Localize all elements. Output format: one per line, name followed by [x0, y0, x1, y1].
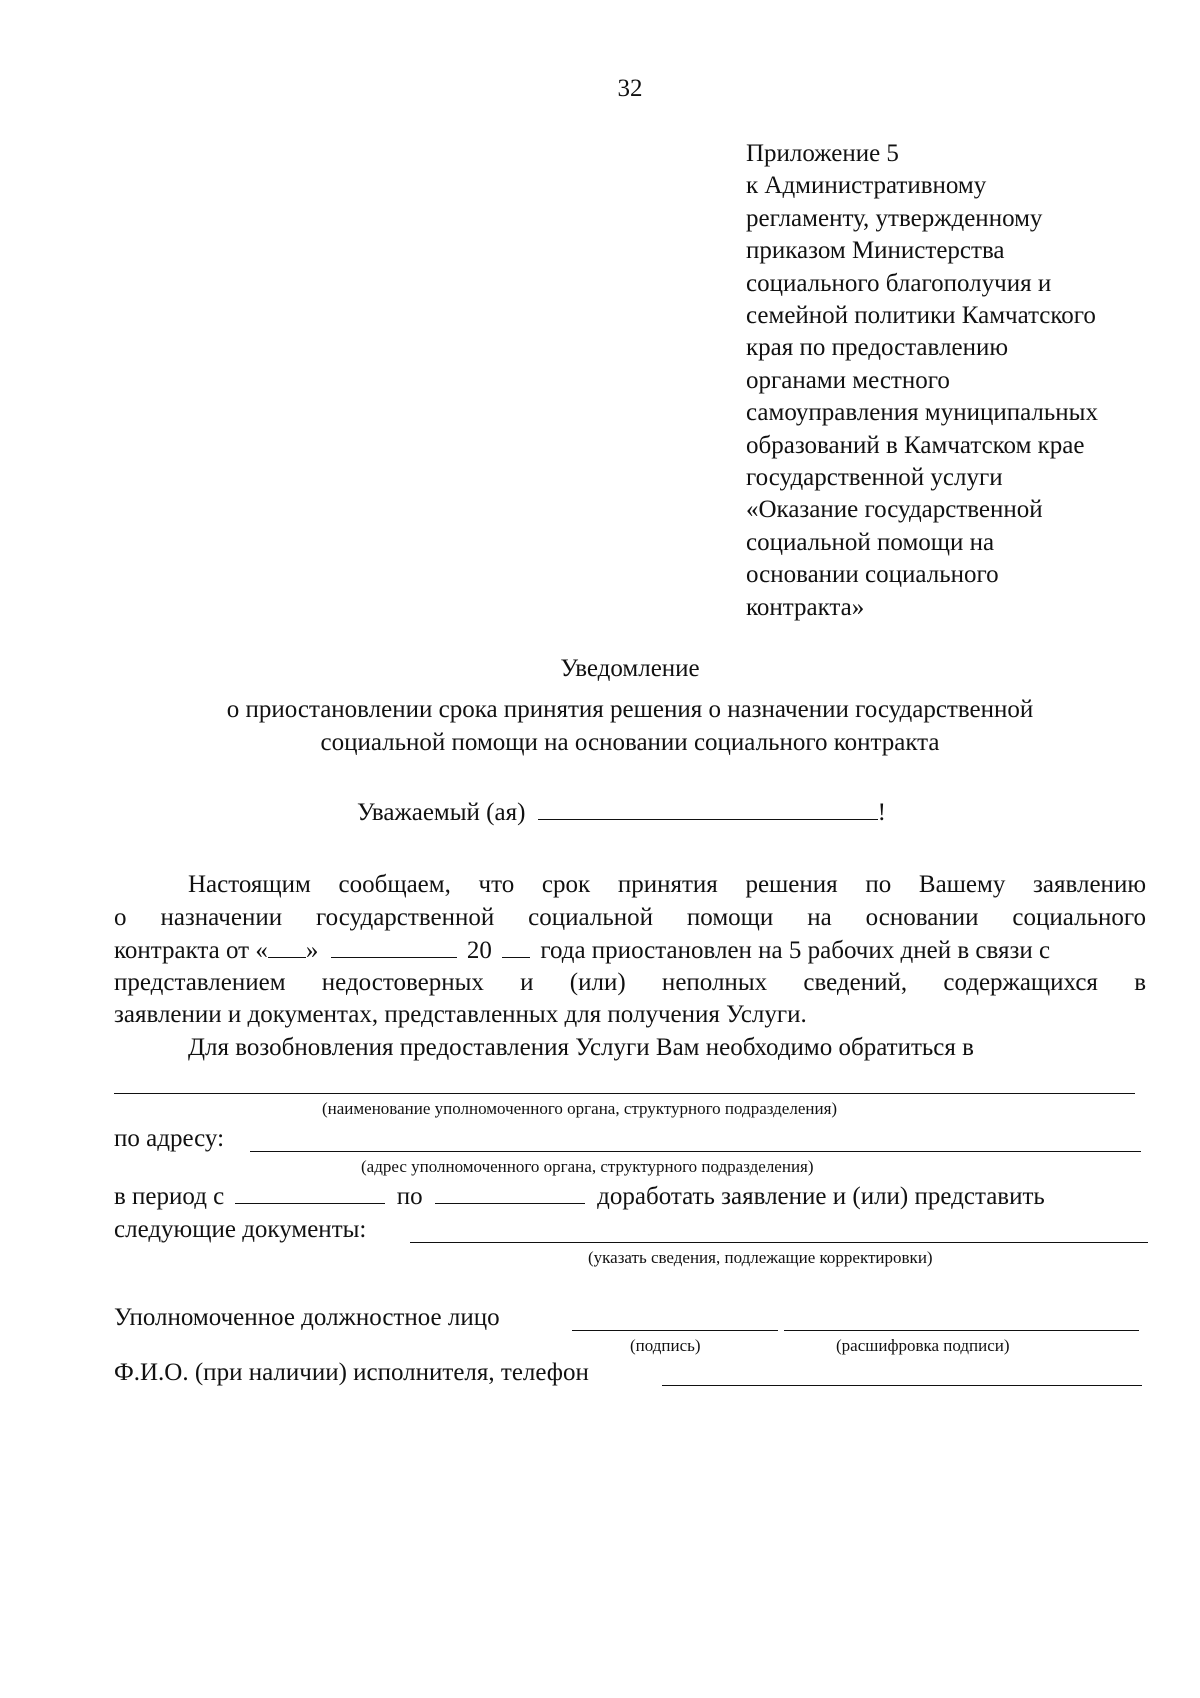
- signature-decode-field[interactable]: [784, 1330, 1139, 1331]
- period-to-field[interactable]: [435, 1181, 585, 1204]
- appendix-line: края по предоставлению: [746, 334, 1009, 362]
- page-number: 32: [617, 75, 643, 102]
- appendix-line: образований в Камчатском крае: [746, 431, 1085, 459]
- appendix-line: регламенту, утвержденному: [746, 204, 1043, 232]
- contract-date-tail: года приостановлен на 5 рабочих дней в связи с: [540, 937, 1051, 964]
- period-row: [114, 1181, 1045, 1212]
- document-subtitle-line-1: о приостановлении срока принятия решения о назначении государственной: [226, 696, 1034, 723]
- appendix-line: социального благополучия и: [746, 269, 1052, 297]
- caption-organ: (наименование уполномоченного органа, структурного подразделения): [322, 1099, 838, 1118]
- address-label: по адресу:: [114, 1125, 225, 1152]
- appendix-line: основании социального: [746, 561, 999, 589]
- greeting-prefix: Уважаемый (ая): [357, 799, 526, 826]
- greeting-suffix: !: [877, 799, 886, 826]
- body-paragraph-line: заявлении и документах, представленных для получения Услуги.: [114, 1001, 807, 1028]
- appendix-line: органами местного: [746, 366, 950, 394]
- caption-signature-decode: (расшифровка подписи): [836, 1336, 1010, 1355]
- body-paragraph-line: Для возобновления предоставления Услуги Вам необходимо обратиться в: [188, 1034, 974, 1061]
- greeting: [357, 797, 886, 828]
- body-paragraph-line-date: [114, 935, 1146, 966]
- document-title: Уведомление: [560, 655, 700, 682]
- organ-name-field[interactable]: [114, 1093, 1135, 1094]
- appendix-line: самоуправления муниципальных: [746, 399, 1098, 427]
- contract-day-field[interactable]: [268, 935, 306, 958]
- contract-year-field[interactable]: [502, 935, 530, 958]
- contract-date-prefix: контракта от «: [114, 937, 268, 964]
- caption-signature: (подпись): [630, 1336, 701, 1355]
- appendix-line: контракта»: [746, 593, 865, 621]
- documents-label: следующие документы:: [114, 1216, 367, 1243]
- period-from-field[interactable]: [235, 1181, 385, 1204]
- contract-month-field[interactable]: [331, 935, 457, 958]
- appendix-line: «Оказание государственной: [746, 496, 1043, 524]
- document-subtitle-line-2: социальной помощи на основании социального контракта: [320, 729, 940, 756]
- period-from-label: в период с: [114, 1183, 225, 1210]
- appendix-header: [746, 138, 1186, 624]
- period-to-label: по: [396, 1183, 423, 1210]
- executor-label: Ф.И.О. (при наличии) исполнителя, телефон: [114, 1359, 589, 1386]
- appendix-line: социальной помощи на: [746, 528, 995, 556]
- executor-field[interactable]: [662, 1385, 1142, 1386]
- contract-date-quote: »: [305, 937, 319, 964]
- address-field[interactable]: [250, 1151, 1141, 1152]
- appendix-line: семейной политики Камчатского: [746, 302, 1096, 330]
- body-paragraph-line: Настоящим сообщаем, что срок принятия решения по Вашему заявлению: [188, 871, 1146, 898]
- appendix-line: приказом Министерства: [746, 237, 1005, 265]
- recipient-name-field[interactable]: [538, 797, 878, 820]
- body-paragraph-line: о назначении государственной социальной помощи на основании социального: [114, 904, 1146, 931]
- period-tail: доработать заявление и (или) представить: [597, 1183, 1045, 1210]
- contract-year-prefix: 20: [466, 937, 492, 964]
- signature-field[interactable]: [572, 1330, 778, 1331]
- appendix-line: к Административному: [746, 172, 987, 200]
- body-paragraph-line: представлением недостоверных и (или) неполных сведений, содержащихся в: [114, 969, 1146, 996]
- caption-address: (адрес уполномоченного органа, структурного подразделения): [361, 1157, 814, 1176]
- appendix-line: государственной услуги: [746, 464, 1003, 492]
- appendix-line: Приложение 5: [746, 140, 899, 167]
- caption-documents: (указать сведения, подлежащие корректировки): [588, 1248, 933, 1267]
- official-label: Уполномоченное должностное лицо: [114, 1304, 500, 1331]
- documents-field[interactable]: [410, 1242, 1148, 1243]
